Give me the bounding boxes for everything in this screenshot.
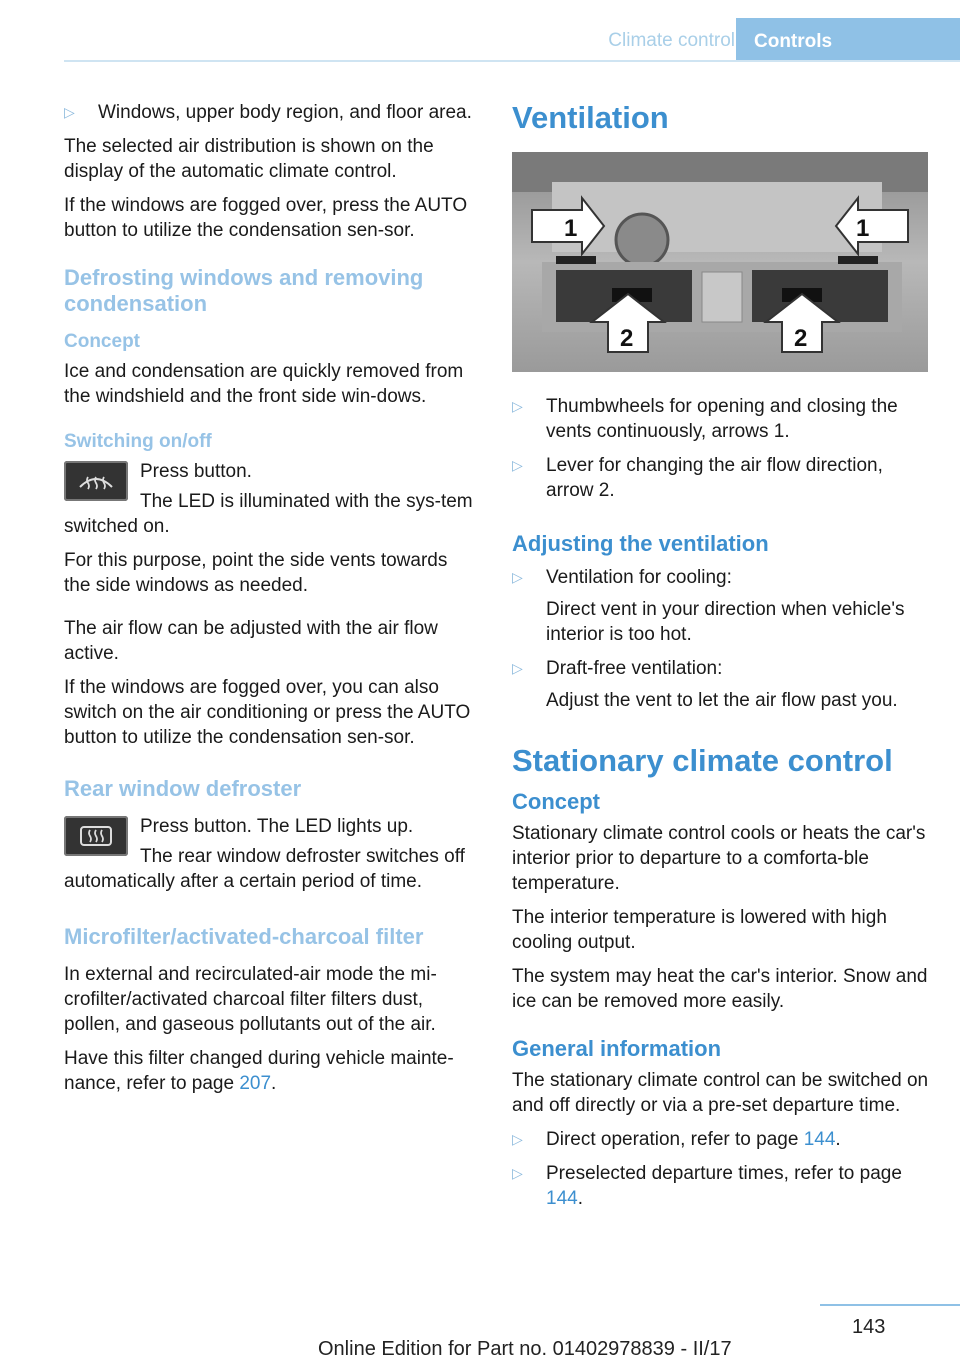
paragraph: If the windows are fogged over, you can also switch on the air conditioning or press the AUTO button to utilize the condensation sen-sor.: [64, 677, 471, 748]
paragraph: For this purpose, point the side vents towards the side windows as needed.: [64, 550, 448, 596]
bullet-text: Windows, upper body region, and floor area.: [98, 102, 472, 123]
ventilation-photo: [512, 152, 928, 372]
button-instruction: [64, 814, 476, 864]
rear-defrost-icon: [64, 816, 128, 856]
triangle-bullet-icon: ▷: [64, 104, 75, 120]
triangle-bullet-icon: ▷: [512, 398, 523, 414]
page-number: 143: [852, 1316, 886, 1338]
edition-footer: Online Edition for Part no. 01402978839 - II/17: [318, 1338, 732, 1360]
paragraph: [64, 1046, 476, 1096]
callout-label: 2: [794, 325, 808, 352]
bullet-text: Draft-free ventilation:: [546, 658, 723, 679]
subheading: Switching on/off: [64, 431, 212, 452]
paragraph: The system may heat the car's interior. Snow and ice can be removed more easily.: [512, 966, 928, 1012]
list-item: [512, 394, 932, 444]
bullet-text: Ventilation for cooling:: [546, 567, 732, 588]
section-title: Ventilation: [512, 100, 669, 135]
section-heading: Defrosting windows and removing condensation: [64, 265, 424, 316]
punctuation: .: [577, 1188, 583, 1209]
footer-rule: [820, 1304, 960, 1306]
callout-label: 1: [856, 215, 870, 242]
header-chapter-tab: Controls: [736, 18, 960, 60]
paragraph: The stationary climate control can be switched on and off directly or via a pre-set departure time.: [512, 1070, 929, 1116]
paragraph-text: Have this filter changed during vehicle mainte-nance, refer to page: [64, 1048, 454, 1094]
list-item: [512, 565, 932, 590]
right-column: [512, 100, 932, 1220]
triangle-bullet-icon: ▷: [512, 1131, 523, 1147]
paragraph: Ice and condensation are quickly removed from the windshield and the front side win-dows.: [64, 361, 464, 407]
page-reference-link[interactable]: 144: [803, 1129, 836, 1150]
header-rule: [64, 60, 960, 62]
paragraph: If the windows are fogged over, press the AUTO button to utilize the condensation sen-sor.: [64, 195, 468, 241]
callout-label: 2: [620, 325, 634, 352]
list-item: [512, 453, 932, 503]
header-section-title: Climate control: [608, 30, 735, 51]
paragraph: The interior temperature is lowered with high cooling output.: [512, 907, 887, 953]
list-item: [512, 656, 932, 681]
paragraph: The air flow can be adjusted with the air flow active.: [64, 618, 438, 664]
triangle-bullet-icon: ▷: [512, 1165, 523, 1181]
left-column: [64, 100, 476, 1105]
triangle-bullet-icon: ▷: [512, 569, 523, 585]
bullet-text: Thumbwheels for opening and closing the vents continuously, arrows 1.: [546, 396, 898, 442]
bullet-text: Lever for changing the air flow direction, arrow 2.: [546, 455, 883, 501]
section-title: Stationary climate control: [512, 743, 893, 778]
page-reference-link[interactable]: 207: [239, 1073, 272, 1094]
subheading: General information: [512, 1036, 722, 1061]
paragraph: In external and recirculated-air mode the mi-crofilter/activated charcoal filter filters dust, pollen, and gaseous pollutants out of the air.: [64, 964, 437, 1035]
paragraph: The selected air distribution is shown on the display of the automatic climate control.: [64, 136, 434, 182]
subheading: Concept: [512, 789, 600, 814]
windshield-defrost-icon: [64, 461, 128, 501]
paragraph: Direct vent in your direction when vehicle's interior is too hot.: [546, 599, 905, 645]
list-item: [64, 100, 476, 125]
section-heading: Rear window defroster: [64, 776, 302, 801]
bullet-text: Direct operation, refer to page: [546, 1129, 804, 1150]
list-item: [512, 1161, 932, 1211]
paragraph: The LED is illuminated with the sys-tem switched on.: [64, 491, 473, 537]
punctuation: .: [271, 1073, 277, 1094]
button-instruction: [64, 459, 476, 509]
paragraph: Stationary climate control cools or heats the car's interior prior to departure to a comforta-ble temperature.: [512, 823, 926, 894]
list-item: [512, 1127, 932, 1152]
subheading: Concept: [64, 331, 140, 352]
triangle-bullet-icon: ▷: [512, 457, 523, 473]
paragraph: Adjust the vent to let the air flow past you.: [546, 690, 898, 711]
callout-label: 1: [564, 215, 578, 242]
section-heading: Microfilter/activated-charcoal filter: [64, 924, 424, 949]
section-heading: Adjusting the ventilation: [512, 531, 769, 556]
page-reference-link[interactable]: 144: [546, 1188, 578, 1209]
punctuation: .: [835, 1129, 841, 1150]
triangle-bullet-icon: ▷: [512, 660, 523, 676]
paragraph: Press button.: [140, 461, 252, 482]
paragraph: Press button. The LED lights up.: [140, 816, 414, 837]
paragraph: The rear window defroster switches off automatically after a certain period of time.: [64, 846, 465, 892]
bullet-text: Preselected departure times, refer to page: [546, 1163, 902, 1184]
